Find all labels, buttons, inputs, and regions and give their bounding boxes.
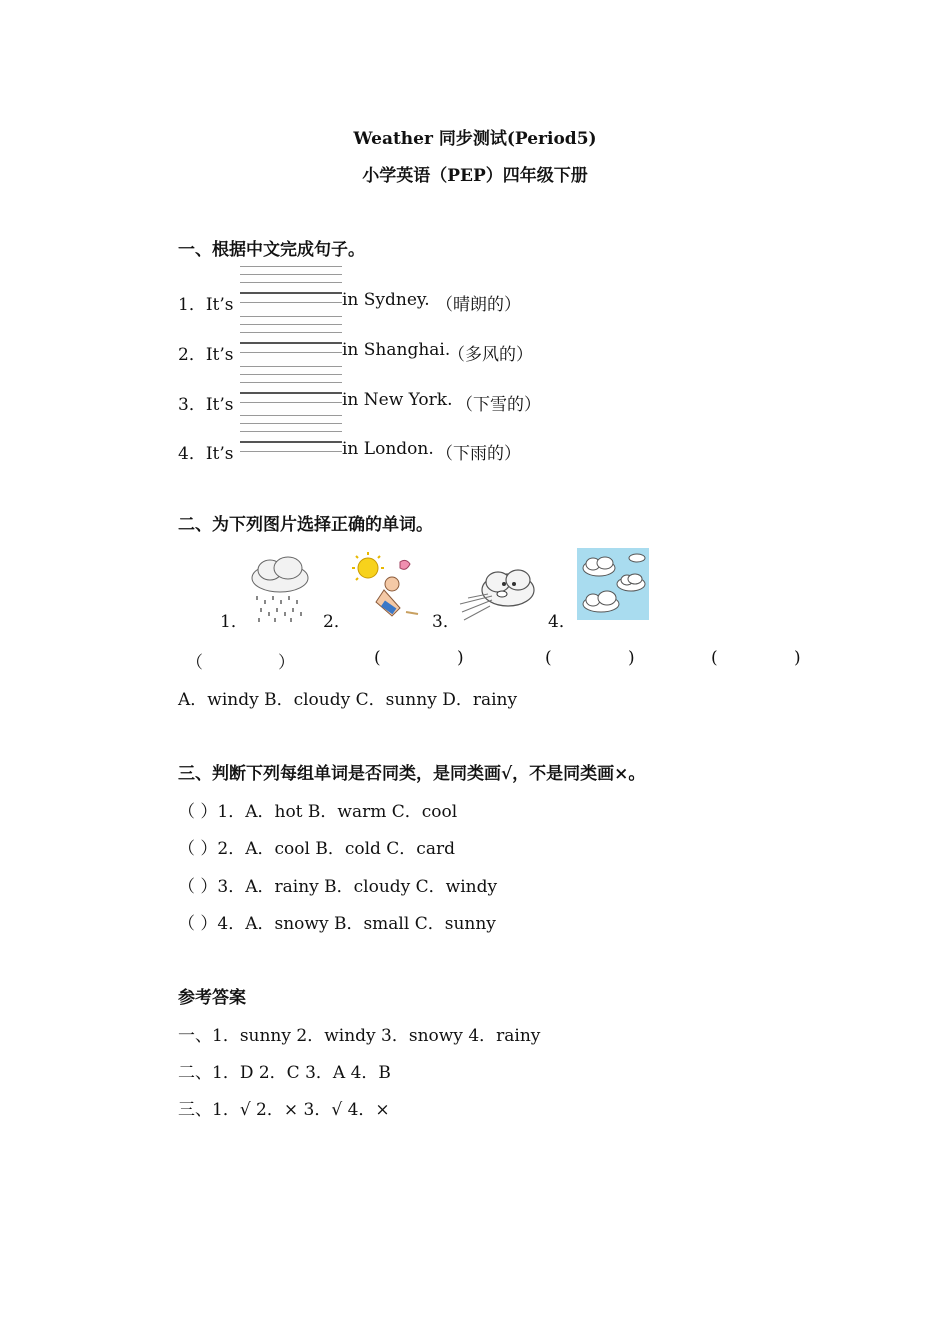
sun-boy-icon	[348, 550, 420, 622]
s1-item-text: in Shanghai.	[342, 340, 451, 360]
answer-bracket-close[interactable]: ）	[278, 653, 295, 673]
s1-item-number: 2．It’s	[178, 345, 234, 365]
judge-item: （ ）2．A．cool B．cold C．card	[178, 839, 455, 859]
s1-item-hint: （下雪的）	[456, 395, 541, 415]
judge-item: （ ）1．A．hot B．warm C．cool	[178, 802, 458, 822]
page-title: Weather 同步测试(Period5)	[353, 129, 597, 149]
answer-line: 三、1．√ 2．× 3．√ 4．×	[178, 1100, 390, 1120]
section1-heading: 一、根据中文完成句子。	[178, 240, 365, 260]
s1-item-hint: （下雨的）	[436, 444, 521, 464]
judge-item: （ ）4．A．snowy B．small C．sunny	[178, 914, 496, 934]
answer-bracket-open[interactable]: (	[711, 648, 718, 668]
answer-bracket-close[interactable]: )	[457, 648, 464, 668]
s1-item-number: 4．It’s	[178, 444, 234, 464]
picture-number: 3．	[432, 612, 460, 632]
answer-line: 二、1．D 2．C 3．A 4．B	[178, 1063, 391, 1083]
answers-heading: 参考答案	[178, 988, 246, 1008]
page-subtitle: 小学英语（PEP）四年级下册	[362, 166, 588, 186]
s1-item-text: in New York.	[342, 390, 453, 410]
wind-cloud-icon	[458, 560, 542, 624]
answer-line: 一、1．sunny 2．windy 3．snowy 4．rainy	[178, 1026, 541, 1046]
word-options: A．windy B．cloudy C．sunny D．rainy	[178, 690, 518, 710]
s1-item-text: in Sydney.	[342, 290, 430, 310]
answer-bracket-close[interactable]: )	[628, 648, 635, 668]
answer-blank[interactable]	[240, 316, 342, 356]
s1-item-number: 3．It’s	[178, 395, 234, 415]
picture-number: 4．	[548, 612, 576, 632]
s1-item-number: 1．It’s	[178, 295, 234, 315]
answer-blank[interactable]	[240, 266, 342, 306]
picture-number: 2．	[323, 612, 351, 632]
s1-item-hint: （多风的）	[448, 345, 533, 365]
judge-item: （ ）3．A．rainy B．cloudy C．windy	[178, 877, 498, 897]
answer-blank[interactable]	[240, 415, 342, 455]
answer-blank[interactable]	[240, 366, 342, 406]
section2-heading: 二、为下列图片选择正确的单词。	[178, 515, 433, 535]
section3-heading: 三、判断下列每组单词是否同类，是同类画√，不是同类画×。	[178, 764, 646, 784]
s1-item-hint: （晴朗的）	[436, 295, 521, 315]
rain-cloud-icon	[248, 554, 312, 624]
s1-item-text: in London.	[342, 439, 434, 459]
answer-bracket-open[interactable]: （	[186, 653, 203, 673]
cloudy-sky-icon	[577, 548, 649, 620]
answer-bracket-open[interactable]: (	[374, 648, 381, 668]
answer-bracket-open[interactable]: (	[545, 648, 552, 668]
answer-bracket-close[interactable]: )	[794, 648, 801, 668]
picture-number: 1．	[220, 612, 248, 632]
